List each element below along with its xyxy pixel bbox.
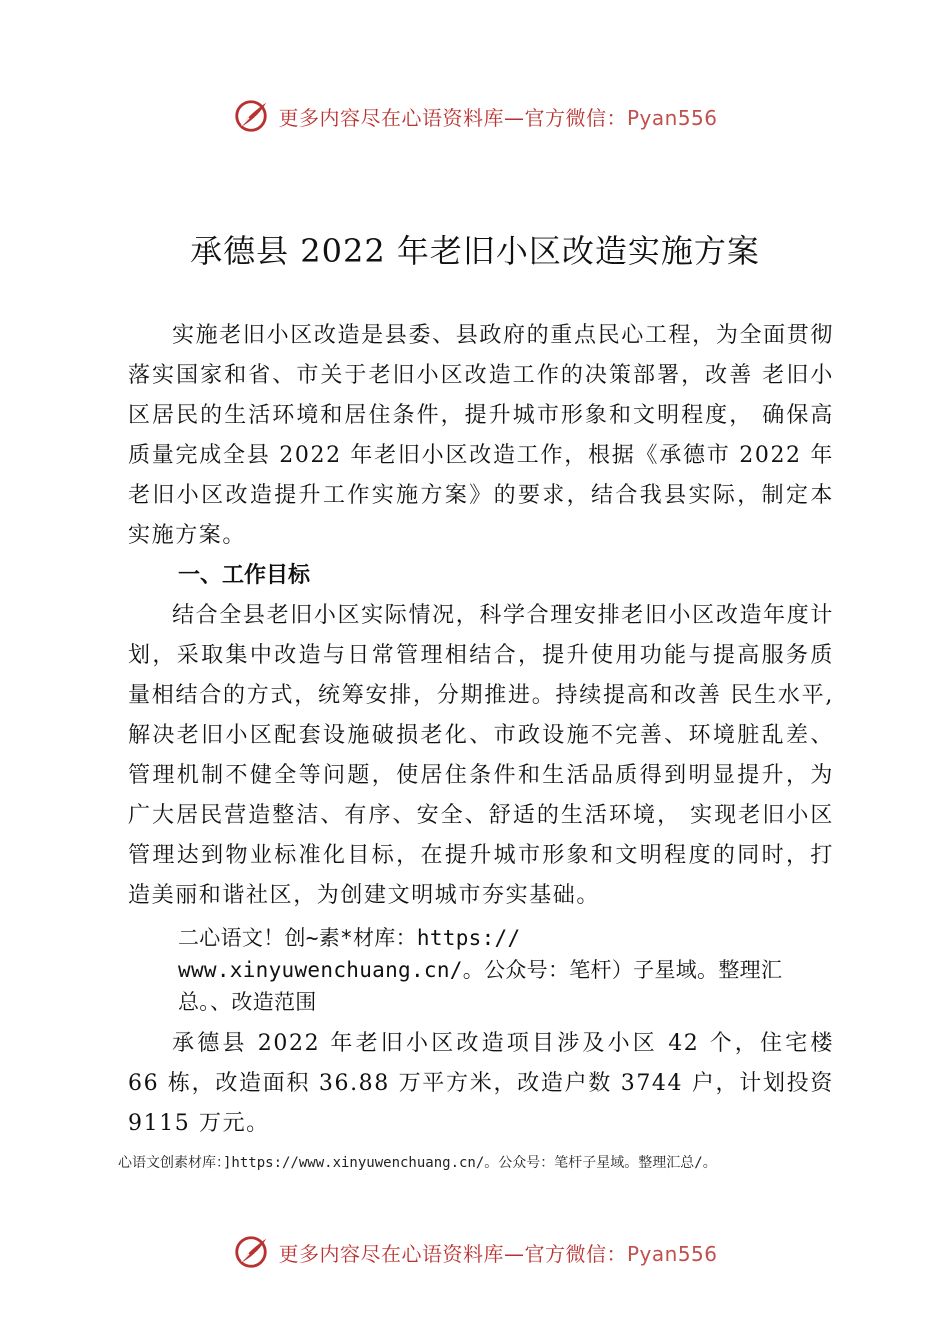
banner-text <box>278 102 717 131</box>
document-body <box>128 316 834 1144</box>
footer-note: 心语文创素材库：]https://www.xinyuwenchuang.cn/。公众号：笔杆子星域。整理汇总/。 <box>118 1155 717 1171</box>
banner-text <box>278 1238 717 1267</box>
document-title: 承德县 2022 年老旧小区改造实施方案 <box>190 232 760 270</box>
banner-wechat-id: Pyan556 <box>626 105 718 130</box>
top-banner <box>0 92 950 140</box>
quill-logo-icon <box>232 97 270 135</box>
section-heading-goals: 一、工作目标 <box>178 563 311 588</box>
watermark-line-1: 二心语文！创~素*材库：https:// <box>178 926 521 950</box>
goals-paragraph: 结合全县老旧小区实际情况，科学合理安排老旧小区改造年度计划，采取集中改造与日常管理相结合，提升使用功能与提高服务质量相结合的方式，统筹安排，分期推进。持续提高和改善 民生水平,解决老旧小区配套设施破损老化、市政设施不完善、环境脏乱差、管理机制不健全等问题，使居住条件和生活品质得到明显提升，为广大居民营造整洁、有序、安全、舒适的生活环境， 实现老旧小区管理达到物业标准化目标，在提升城市形象和文明程度的同时，打造美丽和谐社区，为创建文明城市夯实基础。 <box>128 603 834 908</box>
bottom-banner <box>0 1228 950 1276</box>
watermark-line-3: 总。、改造范围 <box>178 990 317 1014</box>
banner-label: 更多内容尽在心语资料库—官方微信： <box>278 105 627 130</box>
quill-logo-icon <box>232 1233 270 1271</box>
scope-paragraph: 承德县 2022 年老旧小区改造项目涉及小区 42 个，住宅楼 66 栋，改造面积 36.88 万平方米，改造户数 3744 户，计划投资 9115 万元。 <box>128 1031 834 1136</box>
banner-wechat-id: Pyan556 <box>626 1241 718 1266</box>
intro-paragraph: 实施老旧小区改造是县委、县政府的重点民心工程，为全面贯彻落实国家和省、市关于老旧小区改造工作的决策部署，改善 老旧小区居民的生活环境和居住条件，提升城市形象和文明程度， 确保高质量完成全县 2022 年老旧小区改造工作，根据《承德市 2022 年老旧小区改造提升工作实施方案》的要求，结合我县实际，制定本实施方案。 <box>128 323 834 548</box>
banner-label: 更多内容尽在心语资料库—官方微信： <box>278 1241 627 1266</box>
watermark-line-2: www.xinyuwenchuang.cn/。公众号：笔杆）子星域。整理汇 <box>178 958 783 982</box>
